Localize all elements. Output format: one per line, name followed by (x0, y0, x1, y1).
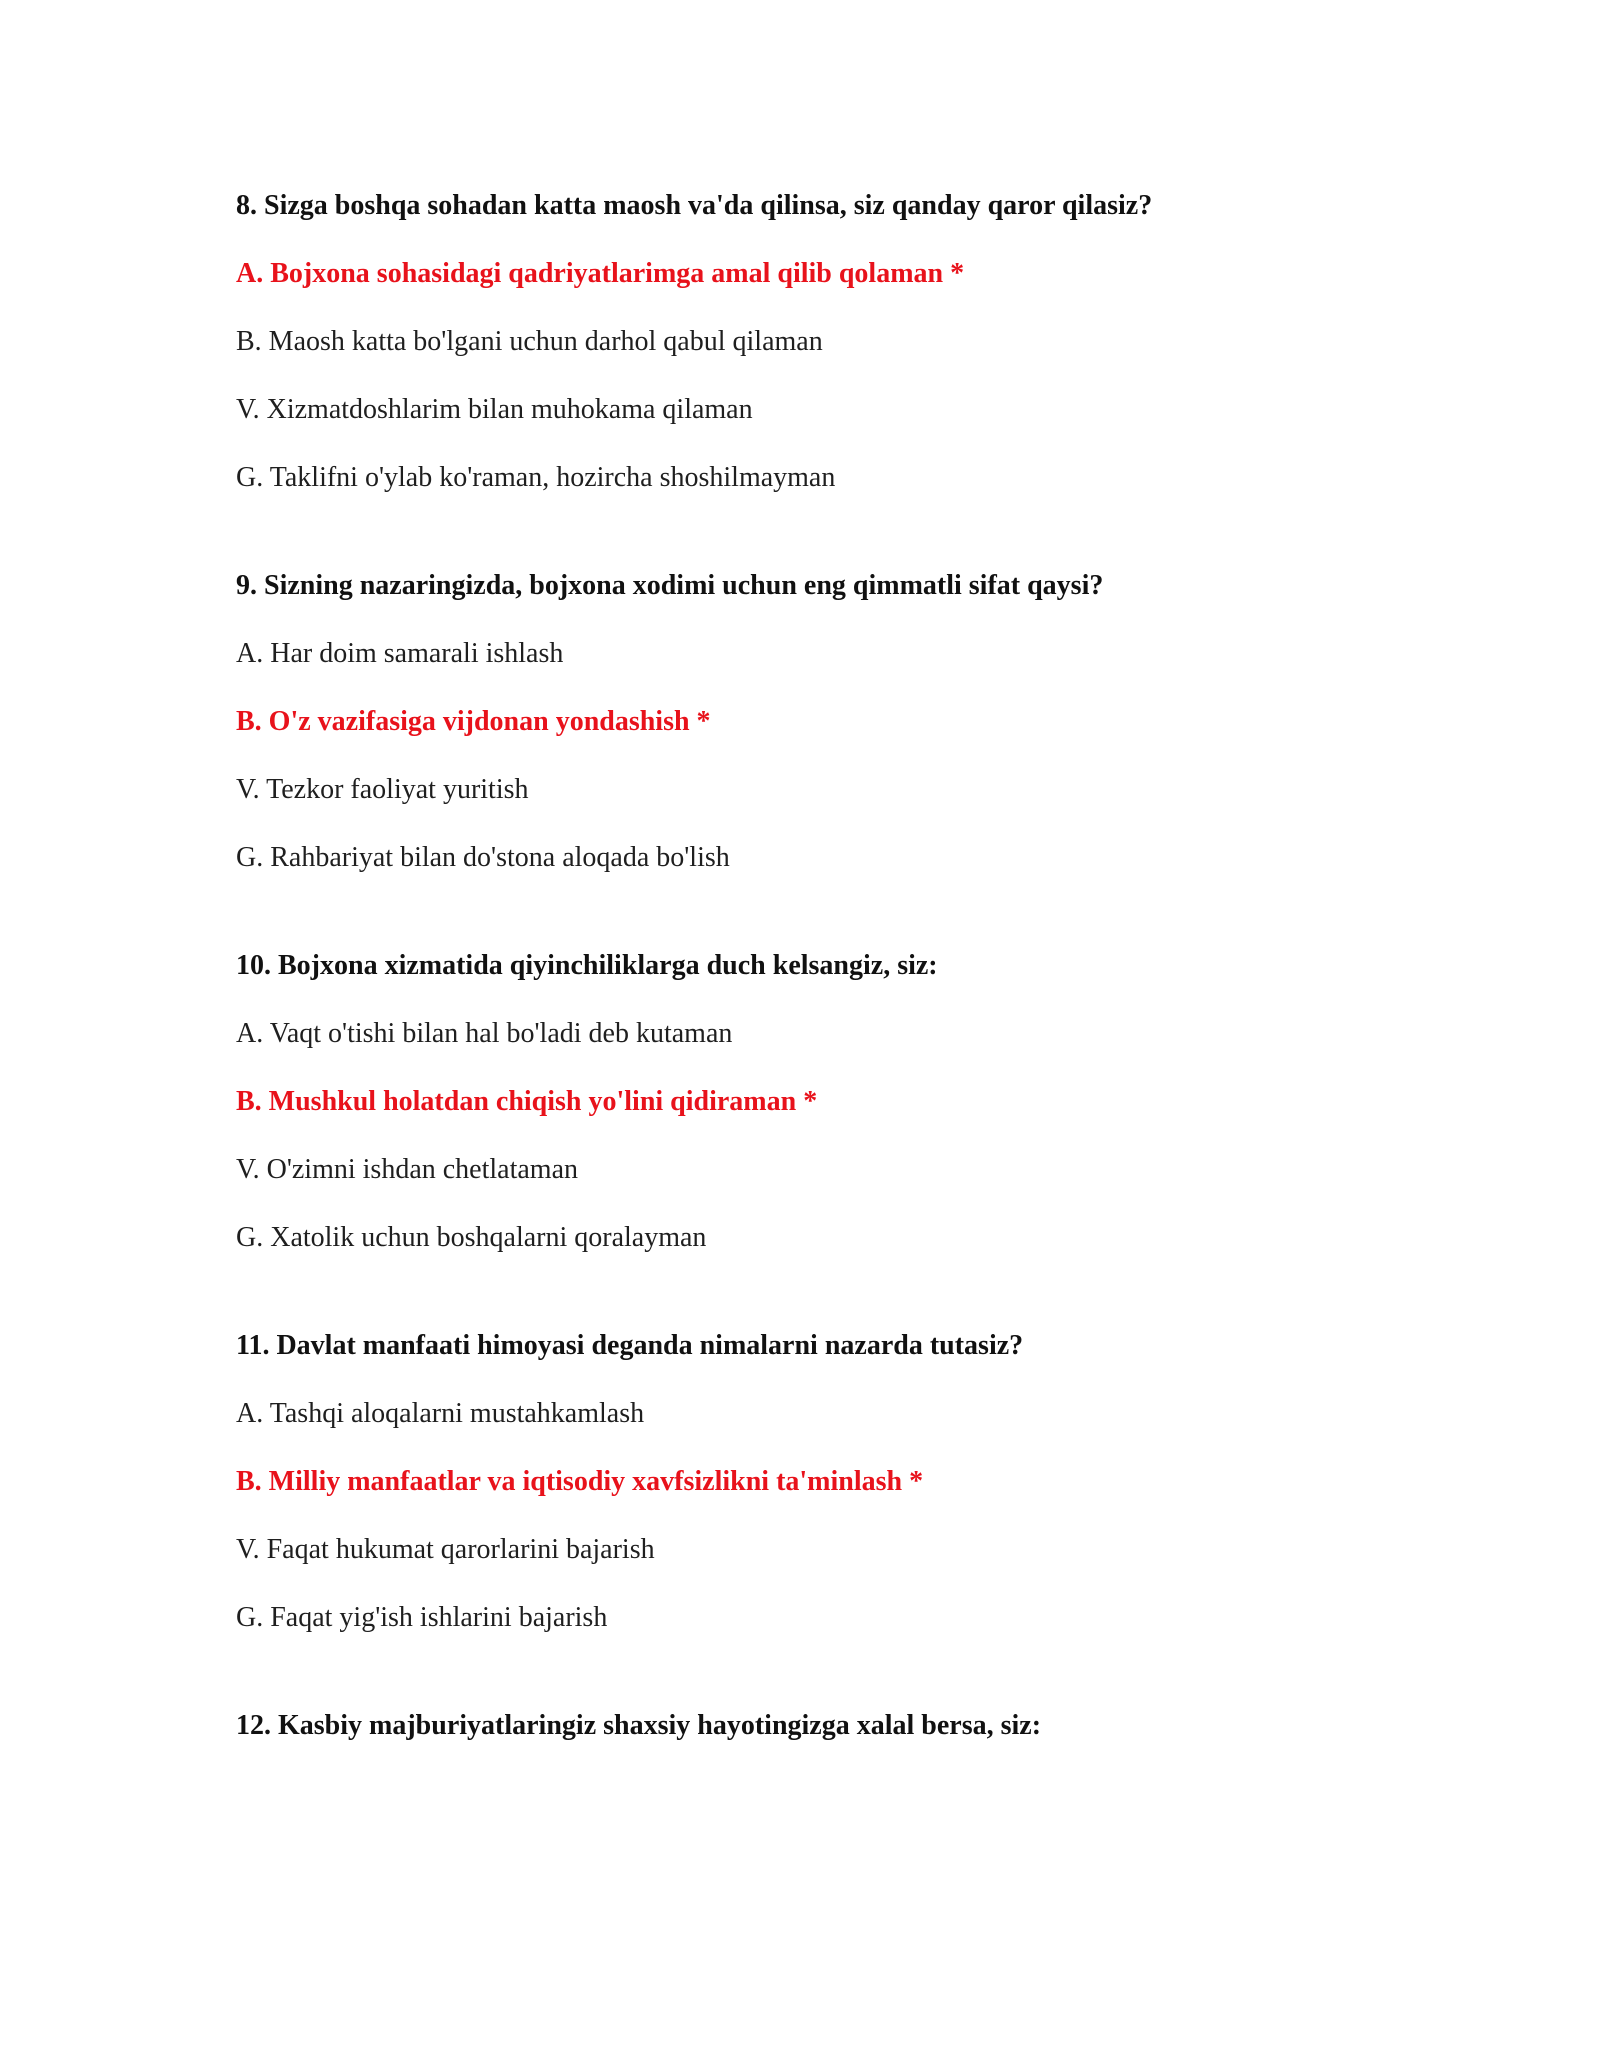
option-b-correct: B. Milliy manfaatlar va iqtisodiy xavfsizlikni ta'minlash * (236, 1466, 924, 1497)
option-g: G. Xatolik uchun boshqalarni qoralayman (236, 1222, 707, 1253)
option-v: V. O'zimni ishdan chetlataman (236, 1154, 579, 1185)
question-8 (236, 186, 1436, 498)
question-title: 9. Sizning nazaringizda, bojxona xodimi uchun eng qimmatli sifat qaysi? (236, 570, 1104, 601)
option-v: V. Tezkor faoliyat yuritish (236, 774, 529, 805)
question-title: 11. Davlat manfaati himoyasi deganda nimalarni nazarda tutasiz? (236, 1330, 1024, 1361)
question-title: 10. Bojxona xizmatida qiyinchiliklarga duch kelsangiz, siz: (236, 950, 938, 981)
option-a-correct: A. Bojxona sohasidagi qadriyatlarimga amal qilib qolaman * (236, 258, 965, 289)
option-v: V. Faqat hukumat qarorlarini bajarish (236, 1534, 655, 1565)
document-page (236, 186, 1436, 1746)
question-title: 8. Sizga boshqa sohadan katta maosh va'da qilinsa, siz qanday qaror qilasiz? (236, 190, 1153, 221)
option-b-correct: B. Mushkul holatdan chiqish yo'lini qidiraman * (236, 1086, 818, 1117)
option-g: G. Rahbariyat bilan do'stona aloqada bo'lish (236, 842, 730, 873)
question-12 (236, 1706, 1436, 1746)
question-10 (236, 946, 1436, 1258)
option-b: B. Maosh katta bo'lgani uchun darhol qabul qilaman (236, 326, 823, 357)
option-a: A. Tashqi aloqalarni mustahkamlash (236, 1398, 645, 1429)
option-v: V. Xizmatdoshlarim bilan muhokama qilaman (236, 394, 753, 425)
question-title: 12. Kasbiy majburiyatlaringiz shaxsiy hayotingizga xalal bersa, siz: (236, 1710, 1042, 1741)
question-11 (236, 1326, 1436, 1638)
option-a: A. Har doim samarali ishlash (236, 638, 564, 669)
option-b-correct: B. O'z vazifasiga vijdonan yondashish * (236, 706, 711, 737)
question-9 (236, 566, 1436, 878)
option-g: G. Faqat yig'ish ishlarini bajarish (236, 1602, 608, 1633)
option-g: G. Taklifni o'ylab ko'raman, hozircha shoshilmayman (236, 462, 836, 493)
option-a: A. Vaqt o'tishi bilan hal bo'ladi deb kutaman (236, 1018, 733, 1049)
